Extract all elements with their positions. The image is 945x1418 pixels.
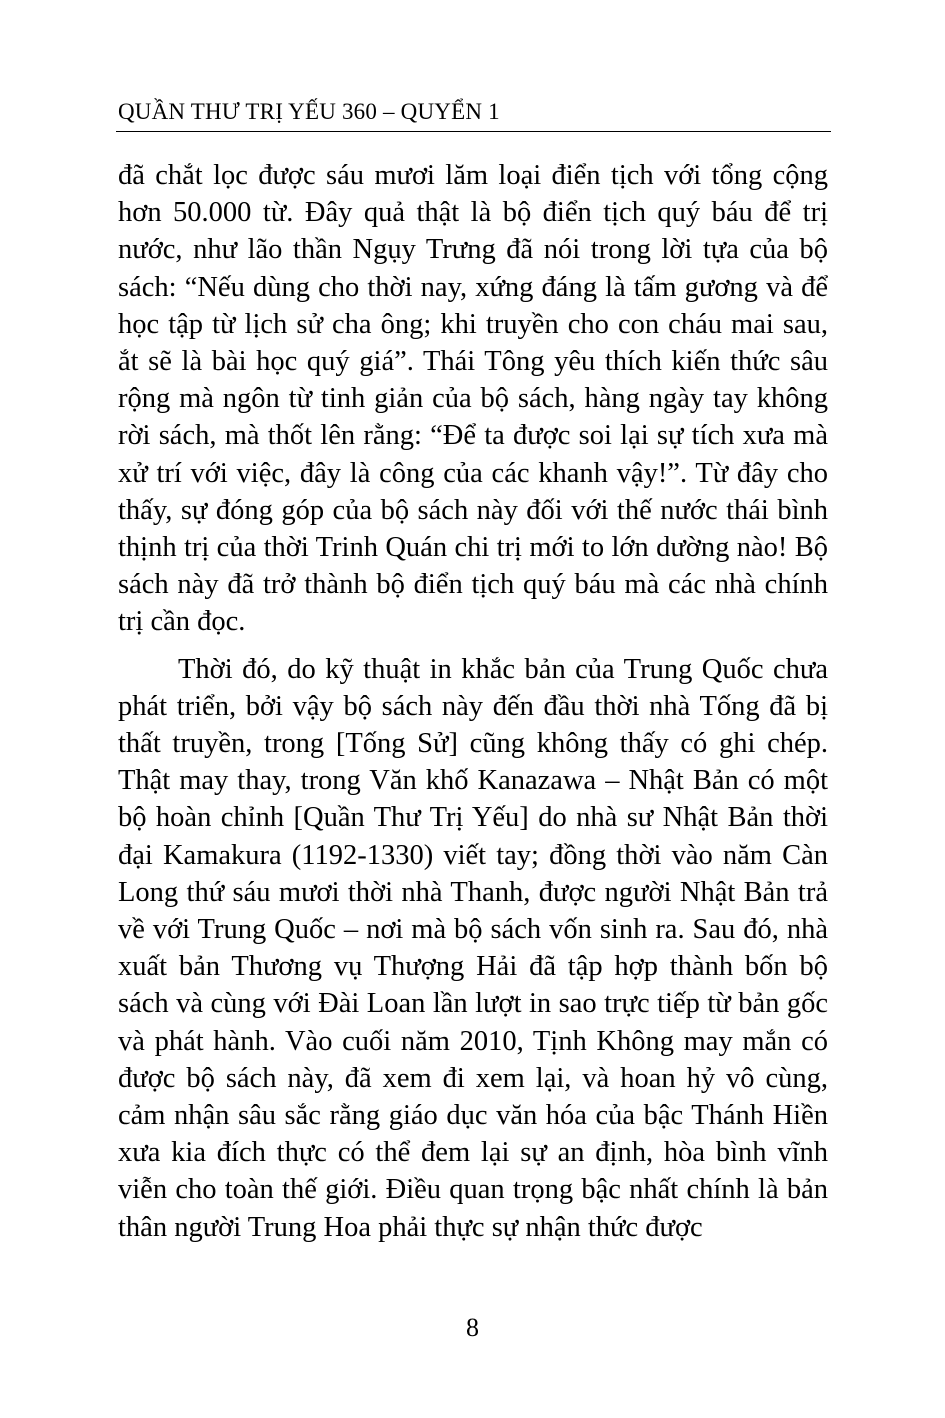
body-text (118, 157, 828, 1246)
running-header (118, 94, 830, 130)
running-header-title: QUẦN THƯ TRỊ YẾU 360 – QUYỂN 1 (118, 99, 500, 124)
paragraph-1: đã chắt lọc được sáu mươi lăm loại điển tịch với tổng cộng hơn 50.000 từ. Đây quả thật là bộ điển tịch quý báu để trị nước, như lão thần Ngụy Trưng đã nói trong lời tựa của bộ sách: “Nếu dùng cho thời nay, xứng đáng là tấm gương và để học tập từ lịch sử cha ông; khi truyền cho con cháu mai sau, ắt sẽ là bài học quý giá”. Thái Tông yêu thích kiến thức sâu rộng mà ngôn từ tinh giản của bộ sách, hàng ngày tay không rời sách, mà thốt lên rằng: “Để ta được soi lại sự tích xưa mà xử trí với việc, đây là công của các khanh vậy!”. Từ đây cho thấy, sự đóng góp của bộ sách này đối với thế nước thái bình thịnh trị của thời Trinh Quán chi trị mới to lớn dường nào! Bộ sách này đã trở thành bộ điển tịch quý báu mà các nhà chính trị cần đọc. (118, 160, 828, 638)
paragraph-2: Thời đó, do kỹ thuật in khắc bản của Trung Quốc chưa phát triển, bởi vậy bộ sách này đến đầu thời nhà Tống đã bị thất truyền, trong [Tống Sử] cũng không thấy có ghi chép. Thật may thay, trong Văn khố Kanazawa – Nhật Bản có một bộ hoàn chỉnh [Quần Thư Trị Yếu] do nhà sư Nhật Bản thời đại Kamakura (1192-1330) viết tay; đồng thời vào năm Càn Long thứ sáu mươi thời nhà Thanh, được người Nhật Bản trả về với Trung Quốc – nơi mà bộ sách vốn sinh ra. Sau đó, nhà xuất bản Thương vụ Thượng Hải đã tập hợp thành bốn bộ sách và cùng với Đài Loan lần lượt in sao trực tiếp từ bản gốc và phát hành. Vào cuối năm 2010, Tịnh Không may mắn có được bộ sách này, đã xem đi xem lại, và hoan hỷ vô cùng, cảm nhận sâu sắc rằng giáo dục văn hóa của bậc Thánh Hiền xưa kia đích thực có thể đem lại sự an định, hòa bình vĩnh viễn cho toàn thế giới. Điều quan trọng bậc nhất chính là bản thân người Trung Hoa phải thực sự nhận thức được (118, 653, 828, 1243)
header-divider (116, 131, 831, 132)
page-number: 8 (466, 1313, 479, 1342)
